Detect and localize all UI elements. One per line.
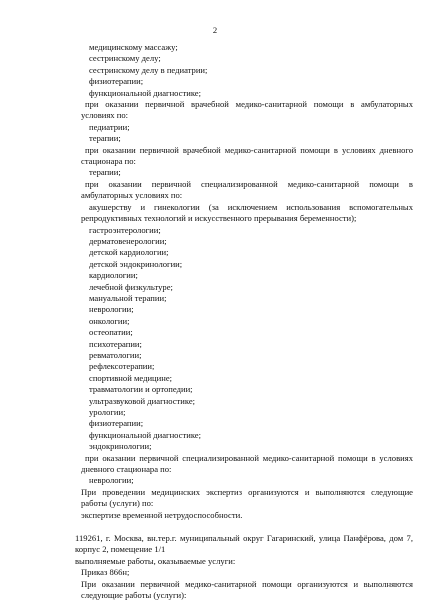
text-line: педиатрии; xyxy=(89,121,130,132)
text-line: терапии; xyxy=(89,133,121,144)
text-line: выполняемые работы, оказываемые услуги: xyxy=(75,555,236,566)
text-line: функциональной диагностике; xyxy=(89,87,202,98)
text-line: кардиологии; xyxy=(89,270,138,281)
text-line: мануальной терапии; xyxy=(89,292,167,303)
text-line: физиотерапии; xyxy=(89,76,144,87)
text-line: при оказании первичной специализированной медико-санитарной помощи в условиях xyxy=(85,452,413,463)
page-number: 2 xyxy=(212,25,218,35)
text-line: При проведении медицинских экспертиз организуются и выполняются следующие xyxy=(81,486,413,497)
text-line: неврологии; xyxy=(89,475,134,486)
text-line: дневного стационара по: xyxy=(81,464,172,475)
text-line: корпус 2, помещение 1/1 xyxy=(75,544,166,555)
text-line: детской эндокринологии; xyxy=(89,258,183,269)
text-line: работы (услуги) по: xyxy=(81,498,154,509)
text-line: эндокринологии; xyxy=(89,441,152,452)
text-line: урологии; xyxy=(89,407,126,417)
text-line: экспертизе временной нетрудоспособности. xyxy=(81,509,243,520)
text-line: амбулаторных условиях по: xyxy=(81,190,183,201)
text-line: стационара по: xyxy=(81,156,136,167)
text-line: следующие работы (услуги): xyxy=(81,590,187,601)
text-line: сестринскому делу в педиатрии; xyxy=(89,64,208,75)
text-line: репродуктивных технологий и искусственного прерывания беременности); xyxy=(81,213,357,224)
text-line: физиотерапии; xyxy=(89,418,144,429)
text-line: гастроэнтерологии; xyxy=(89,224,161,235)
text-line: при оказании первичной врачебной медико-санитарной помощи в амбулаторных xyxy=(85,99,413,110)
text-line: условиях по: xyxy=(81,110,129,121)
text-line: детской кардиологии; xyxy=(89,247,169,258)
text-line: При оказании первичной медико-санитарной помощи организуются и выполняются xyxy=(81,578,413,589)
document-body xyxy=(75,42,413,602)
text-line: при оказании первичной специализированной медико-санитарной помощи в xyxy=(85,178,413,189)
text-line: онкологии; xyxy=(89,315,130,326)
text-line: ультразвуковой диагностике; xyxy=(89,395,196,406)
text-line: функциональной диагностике; xyxy=(89,429,202,440)
text-line: остеопатии; xyxy=(89,327,133,338)
text-line: акушерству и гинекологии (за исключением использования вспомогательных xyxy=(89,201,413,212)
text-line: 119261, г. Москва, вн.тер.г. муниципальный округ Гагаринский, улица Панфёрова, дом 7, xyxy=(75,533,413,544)
text-line: неврологии; xyxy=(89,304,134,315)
text-line: Приказ 866н; xyxy=(81,567,130,578)
text-line: рефлексотерапии; xyxy=(89,361,155,372)
text-line: лечебной физкультуре; xyxy=(89,281,173,292)
text-line: психотерапии; xyxy=(89,338,142,349)
text-line: спортивной медицине; xyxy=(89,372,173,383)
text-line: ревматологии; xyxy=(89,349,142,360)
text-line: терапии; xyxy=(89,167,121,178)
text-line: сестринскому делу; xyxy=(89,53,161,64)
text-line: дерматовенерологии; xyxy=(89,235,167,246)
paragraph-gap xyxy=(75,521,413,533)
text-line: травматологии и ортопедии; xyxy=(89,384,193,395)
text-line: медицинскому массажу; xyxy=(89,42,178,52)
text-line: при оказании первичной врачебной медико-санитарной помощи в условиях дневного xyxy=(85,144,413,155)
